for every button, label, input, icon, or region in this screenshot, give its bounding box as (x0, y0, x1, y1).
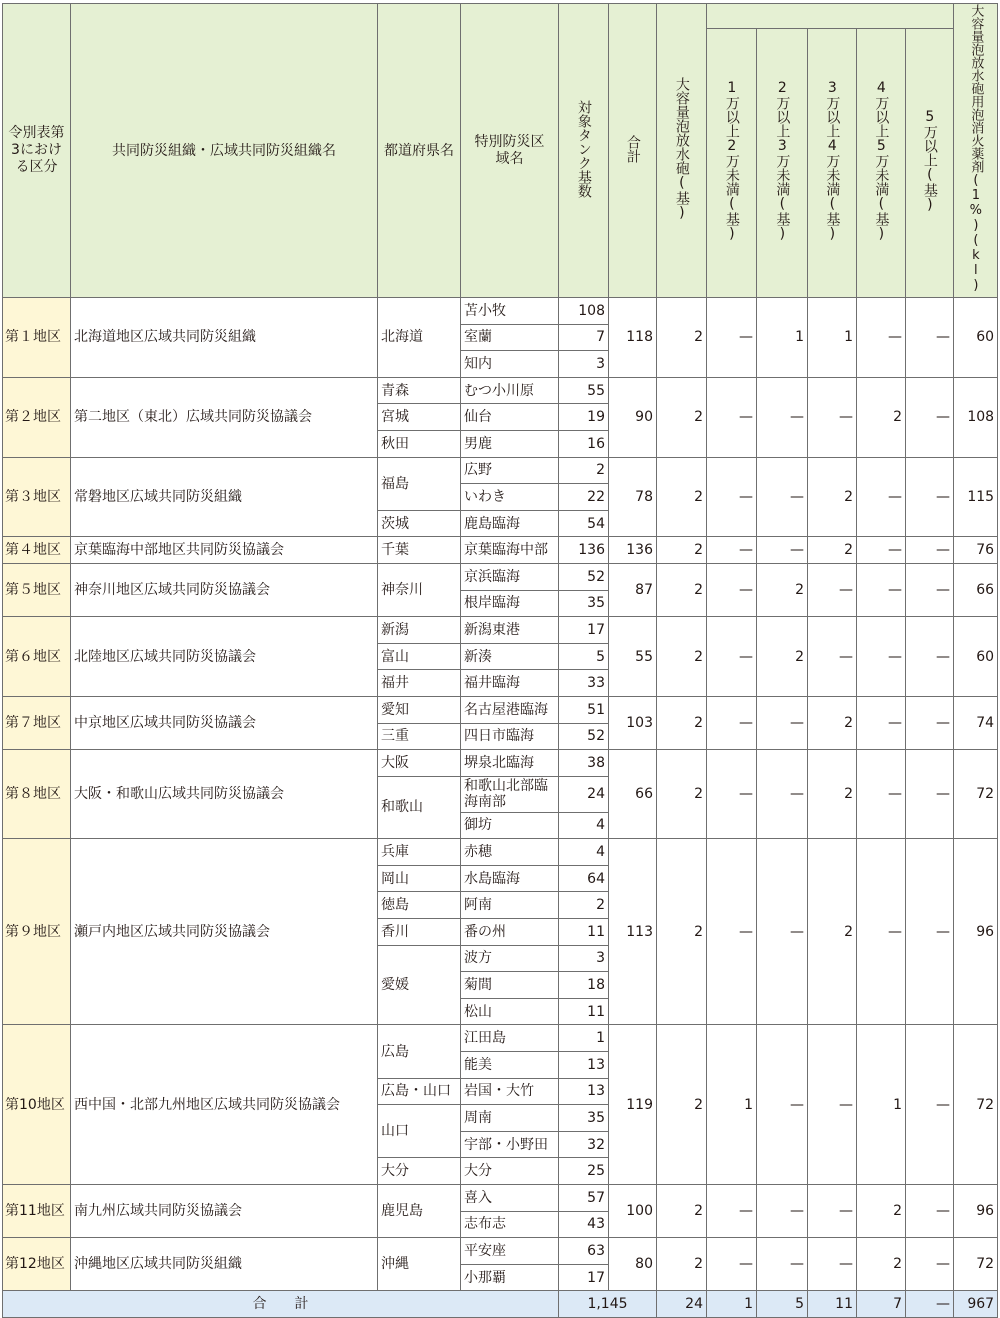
size-2-cell: — (757, 457, 808, 537)
zone-cell: 江田島 (461, 1025, 559, 1052)
size-5-cell: — (906, 537, 954, 564)
region-cell: 第２地区 (3, 377, 71, 457)
size-2-cell: — (757, 696, 808, 749)
size-3-cell: — (808, 563, 857, 616)
org-name-cell: 神奈川地区広域共同防災協議会 (71, 563, 378, 616)
size-3-cell: — (808, 377, 857, 457)
zone-cell: 岩国・大竹 (461, 1078, 559, 1105)
header-size-1-text: 1万以上2万未満(基) (723, 80, 740, 242)
prefecture-cell: 千葉 (378, 537, 461, 564)
zone-cell: 志布志 (461, 1211, 559, 1238)
tank-count-cell: 2 (559, 457, 609, 484)
size-2-cell: — (757, 839, 808, 1025)
gun-total-cell: 2 (657, 457, 707, 537)
zone-cell: 阿南 (461, 892, 559, 919)
zone-cell: 苫小牧 (461, 298, 559, 325)
zone-cell: 平安座 (461, 1238, 559, 1265)
table-row (3, 563, 998, 590)
tank-count-cell: 4 (559, 812, 609, 839)
org-name-cell: 京葉臨海中部地区共同防災協議会 (71, 537, 378, 564)
size-3-cell: 2 (808, 457, 857, 537)
tank-count-cell: 3 (559, 351, 609, 378)
prefecture-cell: 愛知 (378, 696, 461, 723)
header-size-2 (757, 29, 808, 298)
size-5-cell: — (906, 377, 954, 457)
header-size-3 (808, 29, 857, 298)
size-4-cell: — (857, 563, 906, 616)
zone-cell: 周南 (461, 1105, 559, 1132)
totals-size-5: — (906, 1291, 954, 1318)
zone-cell: 京浜臨海 (461, 563, 559, 590)
region-cell: 第６地区 (3, 617, 71, 697)
size-1-cell: — (707, 537, 757, 564)
zone-cell: 広野 (461, 457, 559, 484)
size-2-cell: 2 (757, 563, 808, 616)
tank-count-cell: 13 (559, 1078, 609, 1105)
region-cell: 第４地区 (3, 537, 71, 564)
tank-count-cell: 32 (559, 1131, 609, 1158)
zone-cell: 根岸臨海 (461, 590, 559, 617)
tank-count-cell: 17 (559, 1264, 609, 1291)
prefecture-cell: 大阪 (378, 750, 461, 777)
header-total-guns-text: 合計 (624, 134, 641, 163)
prefecture-cell: 岡山 (378, 865, 461, 892)
size-3-cell: 2 (808, 750, 857, 839)
prefecture-cell: 青森 (378, 377, 461, 404)
size-3-cell: — (808, 1238, 857, 1291)
size-1-cell: — (707, 298, 757, 378)
size-2-cell: 1 (757, 298, 808, 378)
gun-total-cell: 2 (657, 563, 707, 616)
zone-cell: 赤穂 (461, 839, 559, 866)
tank-count-cell: 25 (559, 1158, 609, 1185)
table-row (3, 839, 998, 866)
table-body (3, 298, 998, 1318)
zone-cell: 波方 (461, 945, 559, 972)
size-4-cell: — (857, 298, 906, 378)
tank-count-cell: 63 (559, 1238, 609, 1265)
prefecture-cell: 北海道 (378, 298, 461, 378)
tank-count-cell: 11 (559, 919, 609, 946)
table-container (2, 3, 998, 1318)
size-1-cell: — (707, 1238, 757, 1291)
header-total-guns (609, 4, 657, 298)
zone-cell: 名古屋港臨海 (461, 696, 559, 723)
size-2-cell: — (757, 1185, 808, 1238)
header-tanks (559, 4, 609, 298)
foam-cell: 96 (954, 1185, 998, 1238)
size-2-cell: — (757, 537, 808, 564)
zone-cell: 和歌山北部臨海南部 (461, 776, 559, 812)
tank-total-cell: 119 (609, 1025, 657, 1185)
joint-disaster-prevention-table (2, 3, 998, 1318)
table-row (3, 750, 998, 777)
header-zone (461, 4, 559, 298)
foam-cell: 96 (954, 839, 998, 1025)
header-pref: 都道府県名 (378, 4, 461, 298)
zone-cell: 宇部・小野田 (461, 1131, 559, 1158)
size-5-cell: — (906, 298, 954, 378)
size-3-cell: — (808, 1025, 857, 1185)
header-size-5-text: 5万以上(基) (921, 109, 938, 213)
tank-total-cell: 113 (609, 839, 657, 1025)
prefecture-cell: 福井 (378, 670, 461, 697)
size-3-cell: 2 (808, 839, 857, 1025)
table-row (3, 1238, 998, 1265)
region-cell: 第10地区 (3, 1025, 71, 1185)
size-1-cell: — (707, 839, 757, 1025)
tank-count-cell: 52 (559, 563, 609, 590)
size-4-cell: 2 (857, 377, 906, 457)
header-size-4 (857, 29, 906, 298)
zone-cell: 大分 (461, 1158, 559, 1185)
table-row (3, 537, 998, 564)
prefecture-cell: 秋田 (378, 430, 461, 457)
zone-cell: 菊間 (461, 972, 559, 999)
tank-count-cell: 35 (559, 590, 609, 617)
header-big-group-text: 大容量泡放水砲(基) (673, 76, 690, 221)
size-1-cell: — (707, 1185, 757, 1238)
size-3-cell: 1 (808, 298, 857, 378)
prefecture-cell: 大分 (378, 1158, 461, 1185)
header-org: 共同防災組織・広域共同防災組織名 (71, 4, 378, 298)
region-cell: 第９地区 (3, 839, 71, 1025)
gun-total-cell: 2 (657, 298, 707, 378)
totals-size-1: 1 (707, 1291, 757, 1318)
tank-count-cell: 52 (559, 723, 609, 750)
org-name-cell: 沖縄地区広域共同防災組織 (71, 1238, 378, 1291)
size-1-cell: 1 (707, 1025, 757, 1185)
tank-count-cell: 3 (559, 945, 609, 972)
size-5-cell: — (906, 1185, 954, 1238)
tank-total-cell: 55 (609, 617, 657, 697)
size-3-cell: — (808, 617, 857, 697)
tank-count-cell: 51 (559, 696, 609, 723)
tank-count-cell: 19 (559, 404, 609, 431)
region-cell: 第３地区 (3, 457, 71, 537)
zone-cell: 四日市臨海 (461, 723, 559, 750)
region-cell: 第12地区 (3, 1238, 71, 1291)
table-row (3, 377, 998, 404)
prefecture-cell: 三重 (378, 723, 461, 750)
header-size-2-text: 2万以上3万未満(基) (774, 80, 791, 242)
tank-total-cell: 100 (609, 1185, 657, 1238)
gun-total-cell: 2 (657, 1025, 707, 1185)
prefecture-cell: 愛媛 (378, 945, 461, 1025)
prefecture-cell: 宮城 (378, 404, 461, 431)
zone-cell: いわき (461, 484, 559, 511)
size-3-cell: 2 (808, 696, 857, 749)
region-cell: 第５地区 (3, 563, 71, 616)
zone-cell: 番の州 (461, 919, 559, 946)
size-5-cell: — (906, 696, 954, 749)
tank-count-cell: 18 (559, 972, 609, 999)
zone-cell: 福井臨海 (461, 670, 559, 697)
prefecture-cell: 新潟 (378, 617, 461, 644)
zone-cell: 男鹿 (461, 430, 559, 457)
size-4-cell: — (857, 750, 906, 839)
size-2-cell: — (757, 1238, 808, 1291)
gun-total-cell: 2 (657, 839, 707, 1025)
prefecture-cell: 広島・山口 (378, 1078, 461, 1105)
header-size-4-text: 4万以上5万未満(基) (873, 80, 890, 242)
org-name-cell: 北海道地区広域共同防災組織 (71, 298, 378, 378)
tank-count-cell: 38 (559, 750, 609, 777)
size-2-cell: — (757, 377, 808, 457)
size-5-cell: — (906, 1238, 954, 1291)
foam-cell: 72 (954, 1238, 998, 1291)
size-4-cell: — (857, 617, 906, 697)
prefecture-cell: 山口 (378, 1105, 461, 1158)
tank-count-cell: 4 (559, 839, 609, 866)
zone-cell: 鹿島臨海 (461, 510, 559, 537)
tank-count-cell: 43 (559, 1211, 609, 1238)
size-1-cell: — (707, 563, 757, 616)
gun-total-cell: 2 (657, 750, 707, 839)
org-name-cell: 中京地区広域共同防災協議会 (71, 696, 378, 749)
size-4-cell: 1 (857, 1025, 906, 1185)
tank-count-cell: 54 (559, 510, 609, 537)
size-5-cell: — (906, 617, 954, 697)
prefecture-cell: 香川 (378, 919, 461, 946)
size-3-cell: 2 (808, 537, 857, 564)
size-1-cell: — (707, 457, 757, 537)
tank-total-cell: 103 (609, 696, 657, 749)
tank-count-cell: 5 (559, 643, 609, 670)
table-row (3, 298, 998, 325)
totals-size-2: 5 (757, 1291, 808, 1318)
header-size-1 (707, 29, 757, 298)
size-3-cell: — (808, 1185, 857, 1238)
header-foam-text: 大容量泡放水砲用泡消火薬剤(1%)(kl) (968, 4, 984, 293)
totals-size-3: 11 (808, 1291, 857, 1318)
prefecture-cell: 福島 (378, 457, 461, 510)
tank-total-cell: 90 (609, 377, 657, 457)
tank-total-cell: 80 (609, 1238, 657, 1291)
prefecture-cell: 和歌山 (378, 776, 461, 839)
zone-cell: むつ小川原 (461, 377, 559, 404)
org-name-cell: 第二地区（東北）広域共同防災協議会 (71, 377, 378, 457)
zone-cell: 小那覇 (461, 1264, 559, 1291)
tank-count-cell: 57 (559, 1185, 609, 1212)
size-5-cell: — (906, 839, 954, 1025)
foam-cell: 60 (954, 298, 998, 378)
gun-total-cell: 2 (657, 1238, 707, 1291)
tank-count-cell: 17 (559, 617, 609, 644)
zone-cell: 仙台 (461, 404, 559, 431)
table-row (3, 1185, 998, 1212)
region-cell: 第１地区 (3, 298, 71, 378)
size-5-cell: — (906, 457, 954, 537)
zone-cell: 水島臨海 (461, 865, 559, 892)
gun-total-cell: 2 (657, 696, 707, 749)
zone-cell: 御坊 (461, 812, 559, 839)
foam-cell: 72 (954, 1025, 998, 1185)
tank-count-cell: 11 (559, 998, 609, 1025)
header-region (3, 4, 71, 298)
tank-count-cell: 33 (559, 670, 609, 697)
totals-size-4: 7 (857, 1291, 906, 1318)
zone-cell: 新湊 (461, 643, 559, 670)
foam-cell: 72 (954, 750, 998, 839)
gun-total-cell: 2 (657, 617, 707, 697)
tank-total-cell: 78 (609, 457, 657, 537)
tank-count-cell: 22 (559, 484, 609, 511)
size-5-cell: — (906, 1025, 954, 1185)
tank-count-cell: 35 (559, 1105, 609, 1132)
header-zone-text: 特別防災区域名 (474, 133, 545, 167)
prefecture-cell: 兵庫 (378, 839, 461, 866)
prefecture-cell: 神奈川 (378, 563, 461, 616)
size-4-cell: 2 (857, 1238, 906, 1291)
tank-count-cell: 16 (559, 430, 609, 457)
table-row (3, 1025, 998, 1052)
prefecture-cell: 沖縄 (378, 1238, 461, 1291)
size-4-cell: — (857, 839, 906, 1025)
tank-count-cell: 13 (559, 1052, 609, 1079)
header-foam (954, 4, 998, 298)
tank-count-cell: 7 (559, 324, 609, 351)
tank-total-cell: 118 (609, 298, 657, 378)
region-cell: 第８地区 (3, 750, 71, 839)
foam-cell: 66 (954, 563, 998, 616)
zone-cell: 室蘭 (461, 324, 559, 351)
size-1-cell: — (707, 617, 757, 697)
tank-count-cell: 55 (559, 377, 609, 404)
region-cell: 第11地区 (3, 1185, 71, 1238)
foam-cell: 74 (954, 696, 998, 749)
zone-cell: 堺泉北臨海 (461, 750, 559, 777)
header-size-band (707, 4, 954, 29)
region-cell: 第７地区 (3, 696, 71, 749)
tank-total-cell: 136 (609, 537, 657, 564)
foam-cell: 76 (954, 537, 998, 564)
gun-total-cell: 2 (657, 537, 707, 564)
table-row (3, 696, 998, 723)
zone-cell: 京葉臨海中部 (461, 537, 559, 564)
totals-foam: 967 (954, 1291, 998, 1318)
size-4-cell: — (857, 696, 906, 749)
prefecture-cell: 富山 (378, 643, 461, 670)
tank-count-cell: 136 (559, 537, 609, 564)
tank-total-cell: 66 (609, 750, 657, 839)
size-1-cell: — (707, 377, 757, 457)
size-4-cell: 2 (857, 1185, 906, 1238)
tank-count-cell: 24 (559, 776, 609, 812)
header-size-3-text: 3万以上4万未満(基) (824, 80, 841, 242)
tank-count-cell: 108 (559, 298, 609, 325)
totals-label: 合 計 (3, 1291, 559, 1318)
foam-cell: 108 (954, 377, 998, 457)
prefecture-cell: 広島 (378, 1025, 461, 1078)
size-2-cell: 2 (757, 617, 808, 697)
zone-cell: 松山 (461, 998, 559, 1025)
size-2-cell: — (757, 750, 808, 839)
gun-total-cell: 2 (657, 1185, 707, 1238)
prefecture-cell: 徳島 (378, 892, 461, 919)
header-tanks-text: 対象タンク基数 (575, 99, 592, 198)
org-name-cell: 常磐地区広域共同防災組織 (71, 457, 378, 537)
zone-cell: 知内 (461, 351, 559, 378)
totals-row (3, 1291, 998, 1318)
size-4-cell: — (857, 457, 906, 537)
totals-guns: 24 (657, 1291, 707, 1318)
foam-cell: 115 (954, 457, 998, 537)
size-1-cell: — (707, 696, 757, 749)
tank-count-cell: 64 (559, 865, 609, 892)
gun-total-cell: 2 (657, 377, 707, 457)
header-region-text: 令別表第3における区分 (8, 125, 65, 175)
size-5-cell: — (906, 563, 954, 616)
prefecture-cell: 茨城 (378, 510, 461, 537)
org-name-cell: 南九州広域共同防災協議会 (71, 1185, 378, 1238)
zone-cell: 新潟東港 (461, 617, 559, 644)
header-big-group (657, 4, 707, 298)
totals-tanks: 1,145 (559, 1291, 657, 1318)
size-2-cell: — (757, 1025, 808, 1185)
tank-total-cell: 87 (609, 563, 657, 616)
size-4-cell: — (857, 537, 906, 564)
table-row (3, 457, 998, 484)
org-name-cell: 大阪・和歌山広域共同防災協議会 (71, 750, 378, 839)
org-name-cell: 北陸地区広域共同防災協議会 (71, 617, 378, 697)
prefecture-cell: 鹿児島 (378, 1185, 461, 1238)
size-1-cell: — (707, 750, 757, 839)
tank-count-cell: 2 (559, 892, 609, 919)
table-row (3, 617, 998, 644)
foam-cell: 60 (954, 617, 998, 697)
org-name-cell: 瀬戸内地区広域共同防災協議会 (71, 839, 378, 1025)
zone-cell: 喜入 (461, 1185, 559, 1212)
header-size-5 (906, 29, 954, 298)
tank-count-cell: 1 (559, 1025, 609, 1052)
size-5-cell: — (906, 750, 954, 839)
zone-cell: 能美 (461, 1052, 559, 1079)
org-name-cell: 西中国・北部九州地区広域共同防災協議会 (71, 1025, 378, 1185)
